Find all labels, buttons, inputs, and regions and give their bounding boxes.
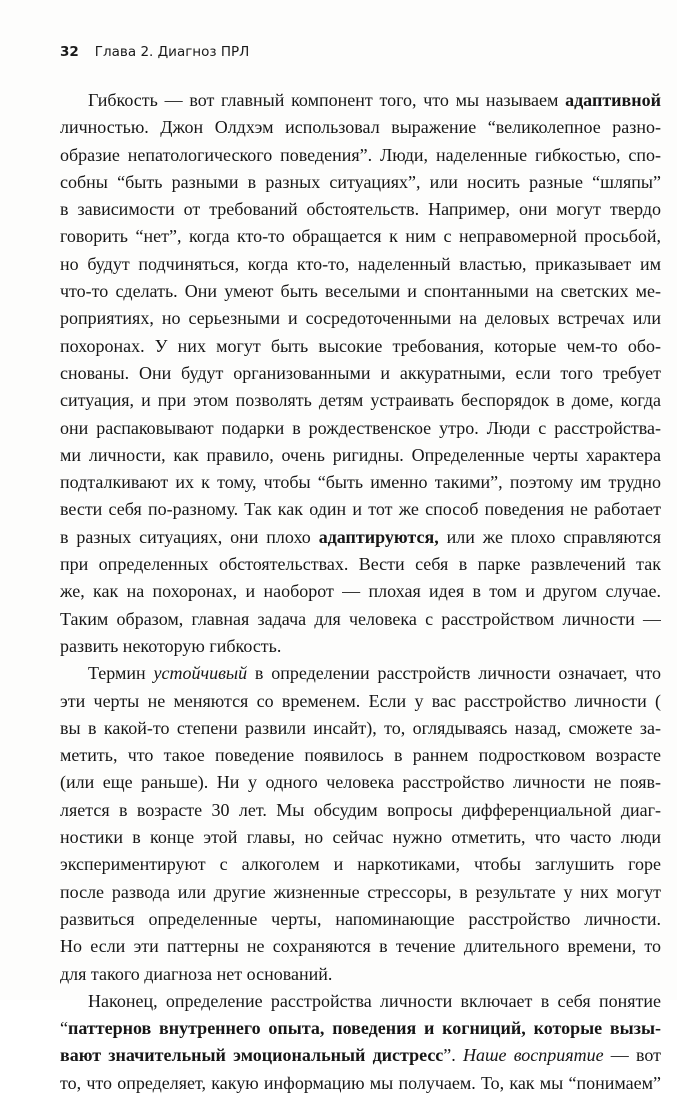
text-segment: в определении расстройств личности означает, что: [247, 663, 661, 684]
text-segment: “: [60, 1018, 68, 1039]
text-line: [60, 688, 661, 715]
text-line: [60, 305, 661, 332]
text-line: [60, 114, 661, 141]
text-line: [60, 169, 661, 196]
text-line: [60, 524, 661, 551]
text-segment: что-то сделать. Они умеют быть веселыми и спонтанными на светских ме-: [60, 281, 661, 302]
text-line: [60, 633, 661, 660]
text-line: [60, 333, 661, 360]
text-segment: вы в какой-то степени развили инсайт), то, оглядываясь назад, сможете за-: [60, 717, 661, 738]
text-segment: говорить “нет”, когда кто-то обращается к ним с неправомерной просьбой,: [60, 226, 661, 247]
text-line: [60, 879, 661, 906]
text-segment: Таким образом, главная задача для человека с расстройством личности —: [60, 608, 661, 629]
text-line: [60, 469, 661, 496]
text-segment: экспериментируют с алкоголем и наркотиками, чтобы заглушить горе: [60, 854, 661, 875]
text-segment: после развода или другие жизненные стрессоры, в результате у них могут: [60, 881, 661, 902]
text-segment: в разных ситуациях, они плохо: [60, 526, 319, 547]
text-segment: же, как на похоронах, и наоборот — плохая идея в том и другом случае.: [60, 581, 661, 602]
text-line: [60, 387, 661, 414]
text-segment: в зависимости от требований обстоятельств. Например, они могут твердо: [60, 199, 661, 220]
text-segment: развиться определенные черты, напоминающие расстройство личности.: [60, 908, 661, 929]
text-segment: ляется в возрасте 30 лет. Мы обсудим вопросы дифференциальной диаг-: [60, 799, 661, 820]
bold-text: адаптивной: [565, 90, 661, 110]
text-line: [60, 496, 661, 523]
text-segment: эти черты не меняются со временем. Если у вас расстройство личности (: [60, 690, 661, 711]
text-segment: они распаковывают подарки в рождественское утро. Люди с расстройства-: [60, 417, 661, 438]
text-segment: ”.: [443, 1045, 463, 1066]
text-line: [60, 1015, 661, 1042]
text-segment: Наконец, определение расстройства личности включает в себя понятие: [88, 990, 661, 1011]
text-segment: Термин: [88, 663, 154, 684]
bold-text: адаптируются,: [318, 526, 439, 547]
text-line: [60, 87, 661, 114]
page-number: 32: [60, 44, 79, 60]
text-segment: метить, что такое поведение появилось в раннем подростковом возрасте: [60, 745, 661, 766]
text-line: [60, 551, 661, 578]
text-segment: личностью. Джон Олдхэм использовал выражение “великолепное разно-: [60, 117, 661, 138]
text-line: [60, 769, 661, 796]
running-head: [60, 44, 249, 60]
chapter-title: Глава 2. Диагноз ПРЛ: [94, 44, 250, 60]
text-line: [60, 578, 661, 605]
text-segment: подталкивают их к тому, чтобы “быть именно такими”, поэтому им трудно: [60, 472, 661, 493]
text-segment: развить некоторую гибкость.: [60, 635, 282, 656]
text-segment: (или еще раньше). Ни у одного человека расстройство личности не появ-: [60, 772, 661, 793]
text-line: [60, 251, 661, 278]
text-line: [60, 142, 661, 169]
text-line: [60, 278, 661, 305]
text-segment: собны “быть разными в разных ситуациях”, или носить разные “шляпы”: [60, 171, 661, 192]
text-line: [60, 606, 661, 633]
text-segment: ми личности, как правило, очень ригидны. Определенные черты характера: [60, 444, 661, 465]
text-line: [60, 933, 661, 960]
text-line: [60, 223, 661, 250]
text-segment: при определенных обстоятельствах. Вести себя в парке развлечений так: [60, 554, 661, 575]
text-line: [60, 196, 661, 223]
text-line: [60, 797, 661, 824]
text-segment: роприятиях, но серьезными и сосредоточенными на деловых встречах или: [60, 308, 661, 329]
text-line: [60, 1042, 661, 1069]
text-line: [60, 988, 661, 1015]
text-segment: Гибкость — вот главный компонент того, что мы называем: [88, 90, 566, 110]
text-line: [60, 742, 661, 769]
text-segment: ситуация, и при этом позволять детям устраивать беспорядок в доме, когда: [60, 390, 661, 411]
body-text: [60, 87, 661, 1097]
bold-text: паттернов внутреннего опыта, поведения и когниций, которые вызы-: [68, 1018, 661, 1039]
text-segment: для такого диагноза нет оснований.: [60, 963, 333, 984]
text-line: [60, 906, 661, 933]
text-segment: вести себя по-разному. Так как один и тот же способ поведения не работает: [60, 499, 661, 520]
text-segment: Но если эти паттерны не сохраняются в течение длительного времени, то: [60, 936, 661, 957]
text-segment: похоронах. У них могут быть высокие требования, которые чем-то обо-: [60, 335, 661, 356]
italic-text: устойчивый: [153, 663, 248, 684]
bold-text: вают значительный эмоциональный дистресс: [60, 1045, 444, 1066]
text-line: [60, 851, 661, 878]
text-line: [60, 715, 661, 742]
text-line: [60, 415, 661, 442]
text-line: [60, 442, 661, 469]
text-segment: или же плохо справляются: [438, 526, 661, 547]
text-segment: снованы. Они будут организованными и аккуратными, если того требует: [60, 362, 661, 383]
text-segment: образие непатологического поведения”. Люди, наделенные гибкостью, спо-: [60, 144, 661, 165]
text-line: [60, 1070, 661, 1097]
text-segment: но будут подчиняться, когда кто-то, наделенный властью, приказывает им: [60, 253, 661, 274]
text-line: [60, 961, 661, 988]
text-segment: то, что определяет, какую информацию мы получаем. То, как мы “понимаем”: [60, 1072, 661, 1093]
text-segment: — вот: [603, 1045, 661, 1066]
text-segment: ностики в конце этой главы, но сейчас нужно отметить, что часто люди: [60, 827, 661, 848]
text-line: [60, 824, 661, 851]
italic-text: Наше восприятие: [462, 1045, 604, 1066]
text-line: [60, 660, 661, 687]
text-line: [60, 360, 661, 387]
